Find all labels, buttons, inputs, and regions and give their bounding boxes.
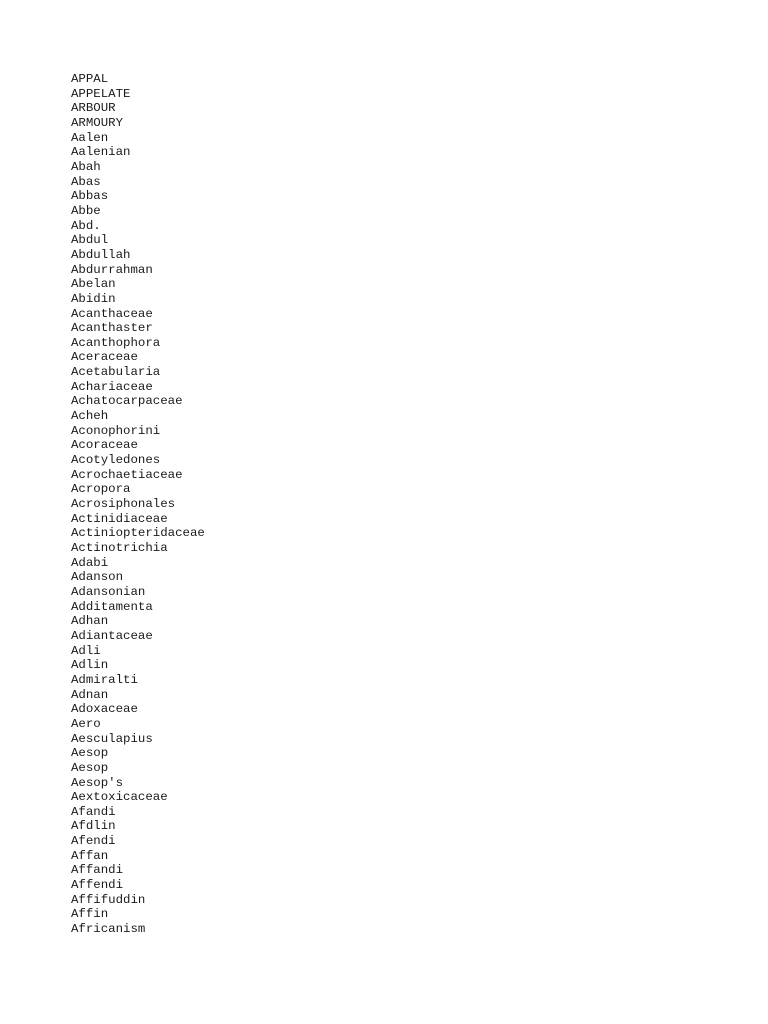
word-list-item: Acetabularia bbox=[71, 365, 161, 380]
word-list-item: Aconophorini bbox=[71, 423, 161, 438]
word-list-item: Africanism bbox=[71, 922, 146, 937]
word-list-item: Affandi bbox=[71, 863, 124, 878]
word-list-item: Acanthaceae bbox=[71, 306, 153, 321]
word-list-item: Aextoxicaceae bbox=[71, 790, 168, 805]
word-list-item: Aceraceae bbox=[71, 350, 138, 365]
word-list-item: Aesop bbox=[71, 746, 109, 761]
word-list-item: APPAL bbox=[71, 72, 109, 86]
word-list-item: Aesop bbox=[71, 760, 109, 775]
word-list-item: Achatocarpaceae bbox=[71, 394, 183, 409]
word-list-item: Adli bbox=[71, 643, 101, 658]
word-list-item: Acrosiphonales bbox=[71, 497, 176, 512]
word-list-item: Aesculapius bbox=[71, 731, 153, 746]
word-list-item: Admiralti bbox=[71, 672, 138, 687]
word-list-item: Additamenta bbox=[71, 599, 153, 614]
word-list-item: APPELATE bbox=[71, 86, 131, 101]
word-list-item: Abdurrahman bbox=[71, 262, 153, 277]
word-list-item: Abidin bbox=[71, 291, 116, 306]
word-list-item: ARMOURY bbox=[71, 115, 124, 130]
word-list-item: Abelan bbox=[71, 277, 116, 292]
word-list-item: Achariaceae bbox=[71, 379, 153, 394]
word-list-item: Abas bbox=[71, 174, 101, 189]
word-list-item: Actinotrichia bbox=[71, 541, 168, 555]
word-list-item: Abdullah bbox=[71, 247, 131, 262]
word-list-item: Abdul bbox=[71, 233, 109, 248]
word-list-item: Affin bbox=[71, 907, 109, 922]
word-list-item: Adlin bbox=[71, 658, 109, 673]
word-list-item: Acanthophora bbox=[71, 335, 161, 350]
word-list-item: Adabi bbox=[71, 555, 109, 570]
word-list-item: Abbe bbox=[71, 203, 101, 218]
word-list-item: Affan bbox=[71, 848, 109, 863]
word-list-item: Actinidiaceae bbox=[71, 511, 168, 526]
word-list-item: Afandi bbox=[71, 804, 116, 819]
word-list-item: Abbas bbox=[71, 189, 109, 204]
word-list-item: ARBOUR bbox=[71, 101, 116, 116]
word-list-item: Acotyledones bbox=[71, 453, 161, 468]
word-list-item: Aero bbox=[71, 716, 101, 731]
word-list-item: Acheh bbox=[71, 409, 109, 424]
word-list-item: Abd. bbox=[71, 218, 101, 233]
word-list-item: Aalen bbox=[71, 130, 109, 145]
word-list-item: Abah bbox=[71, 159, 101, 174]
word-list-item: Acrochaetiaceae bbox=[71, 467, 183, 482]
word-list-item: Adiantaceae bbox=[71, 628, 153, 643]
word-list-item: Adhan bbox=[71, 614, 109, 629]
word-list-item: Adansonian bbox=[71, 584, 146, 599]
word-list-item: Actiniopteridaceae bbox=[71, 526, 205, 541]
word-list bbox=[71, 72, 205, 937]
word-list-item: Acoraceae bbox=[71, 438, 138, 453]
word-list-item: Adnan bbox=[71, 687, 109, 702]
word-list-item: Adanson bbox=[71, 570, 124, 585]
word-list-item: Afendi bbox=[71, 834, 116, 849]
word-list-item: Adoxaceae bbox=[71, 702, 138, 717]
word-list-item: Acropora bbox=[71, 482, 131, 497]
word-list-item: Affifuddin bbox=[71, 892, 146, 907]
word-list-item: Affendi bbox=[71, 878, 124, 893]
word-list-item: Afdlin bbox=[71, 819, 116, 834]
word-list-item: Acanthaster bbox=[71, 321, 153, 336]
word-list-item: Aesop's bbox=[71, 775, 124, 790]
word-list-item: Aalenian bbox=[71, 145, 131, 160]
